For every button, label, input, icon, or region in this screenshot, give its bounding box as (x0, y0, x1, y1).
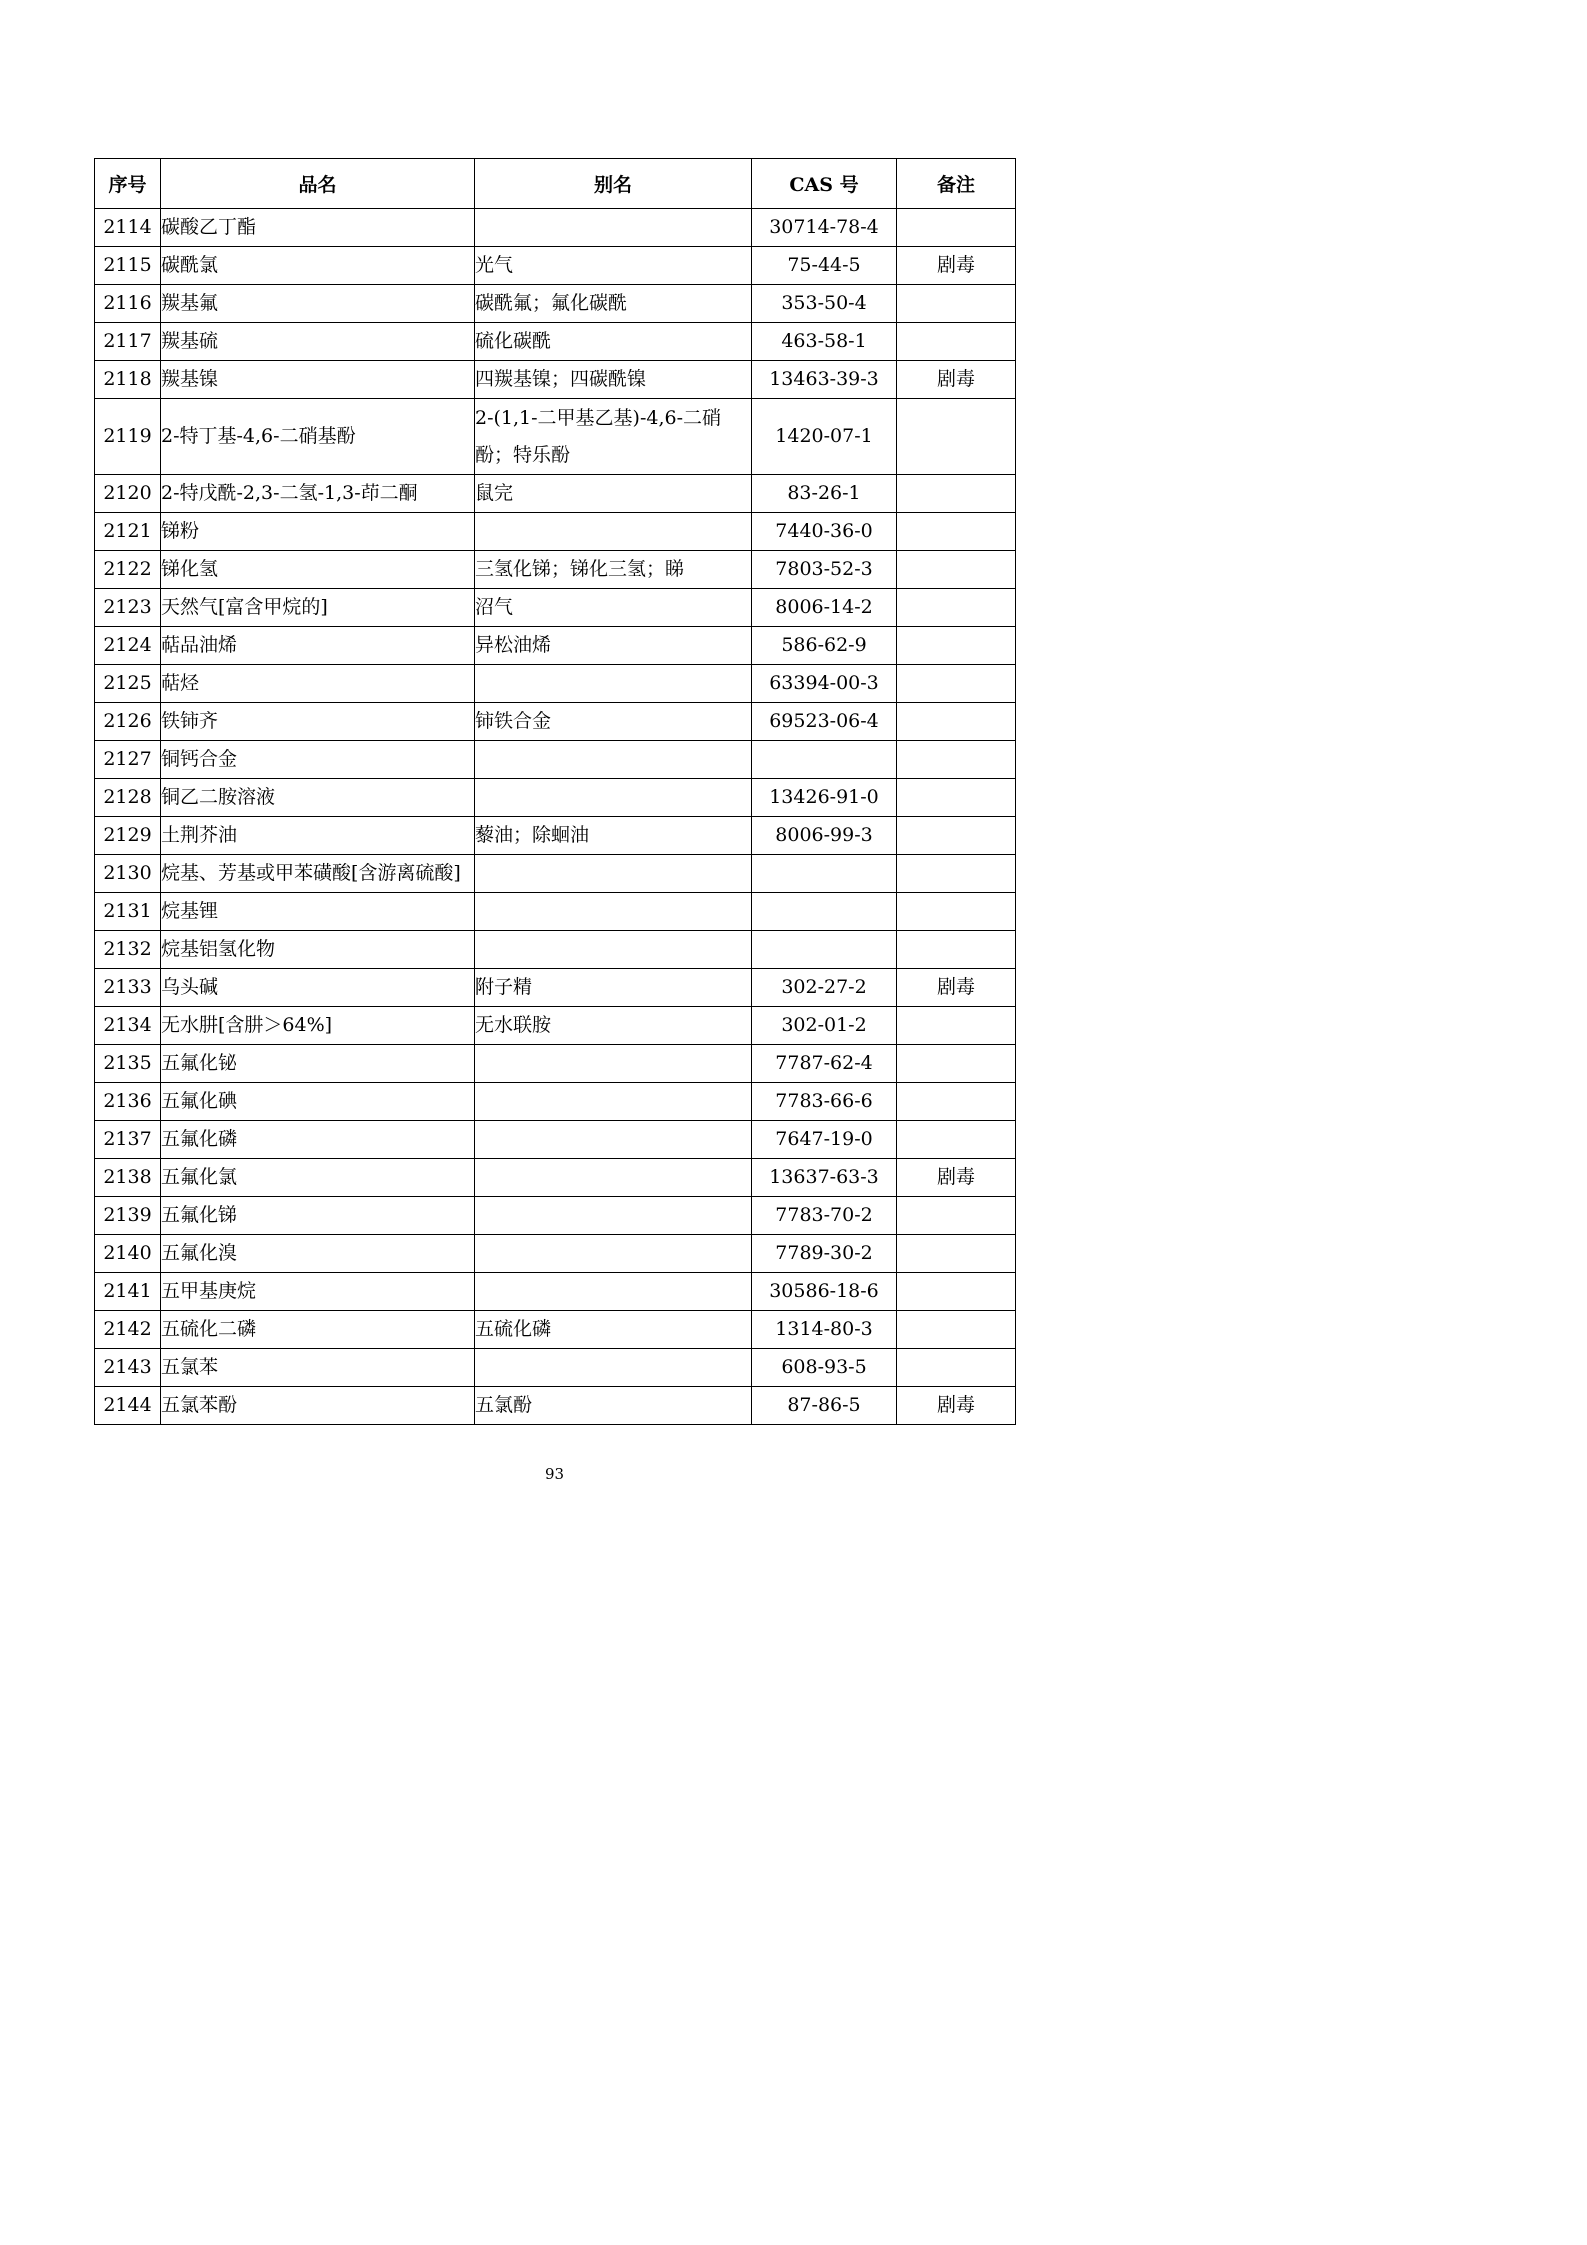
chemical-list-table (94, 158, 1016, 1425)
cell-remarks: 剧毒 (897, 361, 1016, 399)
cell-alias: 五氯酚 (475, 1387, 752, 1425)
cell-product-name: 2-特戊酰-2,3-二氢-1,3-茚二酮 (161, 475, 475, 513)
table-header-row (95, 159, 1016, 209)
cell-product-name: 萜品油烯 (161, 627, 475, 665)
cell-product-name: 碳酸乙丁酯 (161, 209, 475, 247)
table-row (95, 627, 1016, 665)
table-row (95, 1235, 1016, 1273)
cell-remarks (897, 551, 1016, 589)
table-row (95, 285, 1016, 323)
table-row (95, 323, 1016, 361)
table-row (95, 209, 1016, 247)
cell-product-name: 锑化氢 (161, 551, 475, 589)
cell-remarks (897, 779, 1016, 817)
table-row (95, 1387, 1016, 1425)
cell-alias: 藜油；除蛔油 (475, 817, 752, 855)
cell-product-name: 铁铈齐 (161, 703, 475, 741)
cell-remarks: 剧毒 (897, 1387, 1016, 1425)
table-row (95, 931, 1016, 969)
cell-serial-no: 2140 (95, 1235, 161, 1273)
cell-serial-no: 2132 (95, 931, 161, 969)
cell-product-name: 无水肼[含肼＞64%] (161, 1007, 475, 1045)
cell-product-name: 萜烃 (161, 665, 475, 703)
cell-cas-number: 586-62-9 (752, 627, 897, 665)
cell-remarks (897, 475, 1016, 513)
cell-remarks (897, 1083, 1016, 1121)
cell-alias (475, 513, 752, 551)
cell-alias (475, 209, 752, 247)
table-row (95, 1083, 1016, 1121)
cell-serial-no: 2133 (95, 969, 161, 1007)
cell-alias (475, 1197, 752, 1235)
table-row (95, 1121, 1016, 1159)
cell-product-name: 碳酰氯 (161, 247, 475, 285)
cell-alias (475, 1159, 752, 1197)
cell-cas-number (752, 741, 897, 779)
cell-product-name: 羰基氟 (161, 285, 475, 323)
table-row (95, 475, 1016, 513)
cell-alias: 鼠完 (475, 475, 752, 513)
cell-remarks (897, 855, 1016, 893)
cell-serial-no: 2115 (95, 247, 161, 285)
cell-product-name: 五氯苯酚 (161, 1387, 475, 1425)
table-row (95, 399, 1016, 475)
table-row (95, 1311, 1016, 1349)
page-number: 93 (544, 1465, 565, 1483)
cell-alias (475, 741, 752, 779)
cell-serial-no: 2144 (95, 1387, 161, 1425)
cell-serial-no: 2122 (95, 551, 161, 589)
cell-cas-number: 69523-06-4 (752, 703, 897, 741)
cell-alias (475, 665, 752, 703)
cell-serial-no: 2120 (95, 475, 161, 513)
table-row (95, 551, 1016, 589)
cell-product-name: 五氯苯 (161, 1349, 475, 1387)
cell-remarks (897, 1121, 1016, 1159)
cell-alias (475, 1121, 752, 1159)
cell-alias: 附子精 (475, 969, 752, 1007)
cell-serial-no: 2136 (95, 1083, 161, 1121)
cell-serial-no: 2130 (95, 855, 161, 893)
cell-remarks (897, 627, 1016, 665)
cell-cas-number: 7783-66-6 (752, 1083, 897, 1121)
table-row (95, 361, 1016, 399)
cell-cas-number: 75-44-5 (752, 247, 897, 285)
cell-alias (475, 1349, 752, 1387)
table-row (95, 1007, 1016, 1045)
cell-serial-no: 2134 (95, 1007, 161, 1045)
cell-cas-number: 353-50-4 (752, 285, 897, 323)
cell-remarks (897, 323, 1016, 361)
cell-serial-no: 2121 (95, 513, 161, 551)
cell-remarks: 剧毒 (897, 969, 1016, 1007)
cell-cas-number: 87-86-5 (752, 1387, 897, 1425)
table-row (95, 855, 1016, 893)
cell-alias (475, 1045, 752, 1083)
cell-alias: 异松油烯 (475, 627, 752, 665)
table-row (95, 589, 1016, 627)
cell-remarks (897, 665, 1016, 703)
cell-cas-number: 83-26-1 (752, 475, 897, 513)
cell-serial-no: 2138 (95, 1159, 161, 1197)
cell-cas-number: 7783-70-2 (752, 1197, 897, 1235)
cell-cas-number: 7440-36-0 (752, 513, 897, 551)
cell-alias: 硫化碳酰 (475, 323, 752, 361)
cell-serial-no: 2118 (95, 361, 161, 399)
table-row (95, 513, 1016, 551)
cell-cas-number: 608-93-5 (752, 1349, 897, 1387)
header-alias: 别名 (475, 159, 752, 209)
cell-alias (475, 855, 752, 893)
cell-serial-no: 2124 (95, 627, 161, 665)
cell-remarks (897, 1273, 1016, 1311)
cell-product-name: 土荆芥油 (161, 817, 475, 855)
cell-cas-number: 302-27-2 (752, 969, 897, 1007)
cell-remarks (897, 893, 1016, 931)
header-product-name: 品名 (161, 159, 475, 209)
table-row (95, 247, 1016, 285)
cell-cas-number: 13426-91-0 (752, 779, 897, 817)
cell-serial-no: 2125 (95, 665, 161, 703)
cell-alias: 无水联胺 (475, 1007, 752, 1045)
cell-cas-number: 13637-63-3 (752, 1159, 897, 1197)
cell-remarks (897, 1197, 1016, 1235)
table-row (95, 1349, 1016, 1387)
table-row (95, 665, 1016, 703)
cell-product-name: 烷基、芳基或甲苯磺酸[含游离硫酸] (161, 855, 475, 893)
cell-cas-number: 1420-07-1 (752, 399, 897, 475)
cell-remarks (897, 589, 1016, 627)
cell-cas-number: 13463-39-3 (752, 361, 897, 399)
cell-remarks: 剧毒 (897, 247, 1016, 285)
cell-alias: 2-(1,1-二甲基乙基)-4,6-二硝酚；特乐酚 (475, 399, 752, 475)
cell-product-name: 五氟化锑 (161, 1197, 475, 1235)
table-row (95, 1159, 1016, 1197)
cell-serial-no: 2129 (95, 817, 161, 855)
cell-remarks (897, 209, 1016, 247)
table-row (95, 1045, 1016, 1083)
cell-product-name: 五氟化铋 (161, 1045, 475, 1083)
cell-remarks (897, 931, 1016, 969)
table-row (95, 1273, 1016, 1311)
cell-remarks: 剧毒 (897, 1159, 1016, 1197)
cell-serial-no: 2119 (95, 399, 161, 475)
cell-product-name: 乌头碱 (161, 969, 475, 1007)
cell-serial-no: 2142 (95, 1311, 161, 1349)
cell-product-name: 五氟化碘 (161, 1083, 475, 1121)
cell-cas-number: 30714-78-4 (752, 209, 897, 247)
cell-alias (475, 779, 752, 817)
header-cas-number: CAS 号 (752, 159, 897, 209)
cell-serial-no: 2137 (95, 1121, 161, 1159)
cell-product-name: 五氟化氯 (161, 1159, 475, 1197)
cell-cas-number: 463-58-1 (752, 323, 897, 361)
cell-serial-no: 2131 (95, 893, 161, 931)
cell-serial-no: 2127 (95, 741, 161, 779)
cell-product-name: 五硫化二磷 (161, 1311, 475, 1349)
cell-alias: 五硫化磷 (475, 1311, 752, 1349)
header-serial-no: 序号 (95, 159, 161, 209)
cell-cas-number: 7803-52-3 (752, 551, 897, 589)
cell-product-name: 羰基硫 (161, 323, 475, 361)
cell-serial-no: 2123 (95, 589, 161, 627)
cell-cas-number (752, 931, 897, 969)
cell-product-name: 2-特丁基-4,6-二硝基酚 (161, 399, 475, 475)
cell-cas-number (752, 893, 897, 931)
cell-cas-number: 30586-18-6 (752, 1273, 897, 1311)
cell-serial-no: 2117 (95, 323, 161, 361)
cell-serial-no: 2135 (95, 1045, 161, 1083)
cell-product-name: 锑粉 (161, 513, 475, 551)
cell-product-name: 烷基铝氢化物 (161, 931, 475, 969)
cell-product-name: 羰基镍 (161, 361, 475, 399)
cell-serial-no: 2114 (95, 209, 161, 247)
cell-product-name: 烷基锂 (161, 893, 475, 931)
cell-product-name: 铜钙合金 (161, 741, 475, 779)
cell-product-name: 五氟化磷 (161, 1121, 475, 1159)
cell-remarks (897, 1045, 1016, 1083)
header-remarks: 备注 (897, 159, 1016, 209)
cell-alias: 四羰基镍；四碳酰镍 (475, 361, 752, 399)
table-row (95, 817, 1016, 855)
cell-cas-number: 7787-62-4 (752, 1045, 897, 1083)
cell-cas-number: 7647-19-0 (752, 1121, 897, 1159)
cell-cas-number: 7789-30-2 (752, 1235, 897, 1273)
cell-alias: 光气 (475, 247, 752, 285)
cell-serial-no: 2141 (95, 1273, 161, 1311)
cell-remarks (897, 741, 1016, 779)
cell-alias (475, 893, 752, 931)
cell-alias: 碳酰氟；氟化碳酰 (475, 285, 752, 323)
cell-product-name: 五甲基庚烷 (161, 1273, 475, 1311)
table-row (95, 1197, 1016, 1235)
cell-cas-number: 8006-99-3 (752, 817, 897, 855)
cell-serial-no: 2128 (95, 779, 161, 817)
cell-cas-number: 1314-80-3 (752, 1311, 897, 1349)
cell-remarks (897, 285, 1016, 323)
cell-serial-no: 2139 (95, 1197, 161, 1235)
cell-remarks (897, 1007, 1016, 1045)
cell-serial-no: 2126 (95, 703, 161, 741)
cell-serial-no: 2143 (95, 1349, 161, 1387)
cell-alias (475, 1083, 752, 1121)
cell-remarks (897, 399, 1016, 475)
cell-remarks (897, 703, 1016, 741)
cell-serial-no: 2116 (95, 285, 161, 323)
cell-remarks (897, 817, 1016, 855)
cell-remarks (897, 1311, 1016, 1349)
cell-remarks (897, 1349, 1016, 1387)
cell-product-name: 铜乙二胺溶液 (161, 779, 475, 817)
cell-cas-number: 63394-00-3 (752, 665, 897, 703)
cell-cas-number: 302-01-2 (752, 1007, 897, 1045)
table-row (95, 969, 1016, 1007)
cell-product-name: 天然气[富含甲烷的] (161, 589, 475, 627)
table-row (95, 893, 1016, 931)
table-row (95, 703, 1016, 741)
cell-cas-number (752, 855, 897, 893)
cell-remarks (897, 513, 1016, 551)
cell-alias (475, 1273, 752, 1311)
cell-product-name: 五氟化溴 (161, 1235, 475, 1273)
cell-alias (475, 1235, 752, 1273)
cell-alias: 三氢化锑；锑化三氢；睇 (475, 551, 752, 589)
cell-cas-number: 8006-14-2 (752, 589, 897, 627)
cell-alias: 沼气 (475, 589, 752, 627)
table-row (95, 779, 1016, 817)
cell-alias (475, 931, 752, 969)
table-row (95, 741, 1016, 779)
cell-remarks (897, 1235, 1016, 1273)
cell-alias: 铈铁合金 (475, 703, 752, 741)
